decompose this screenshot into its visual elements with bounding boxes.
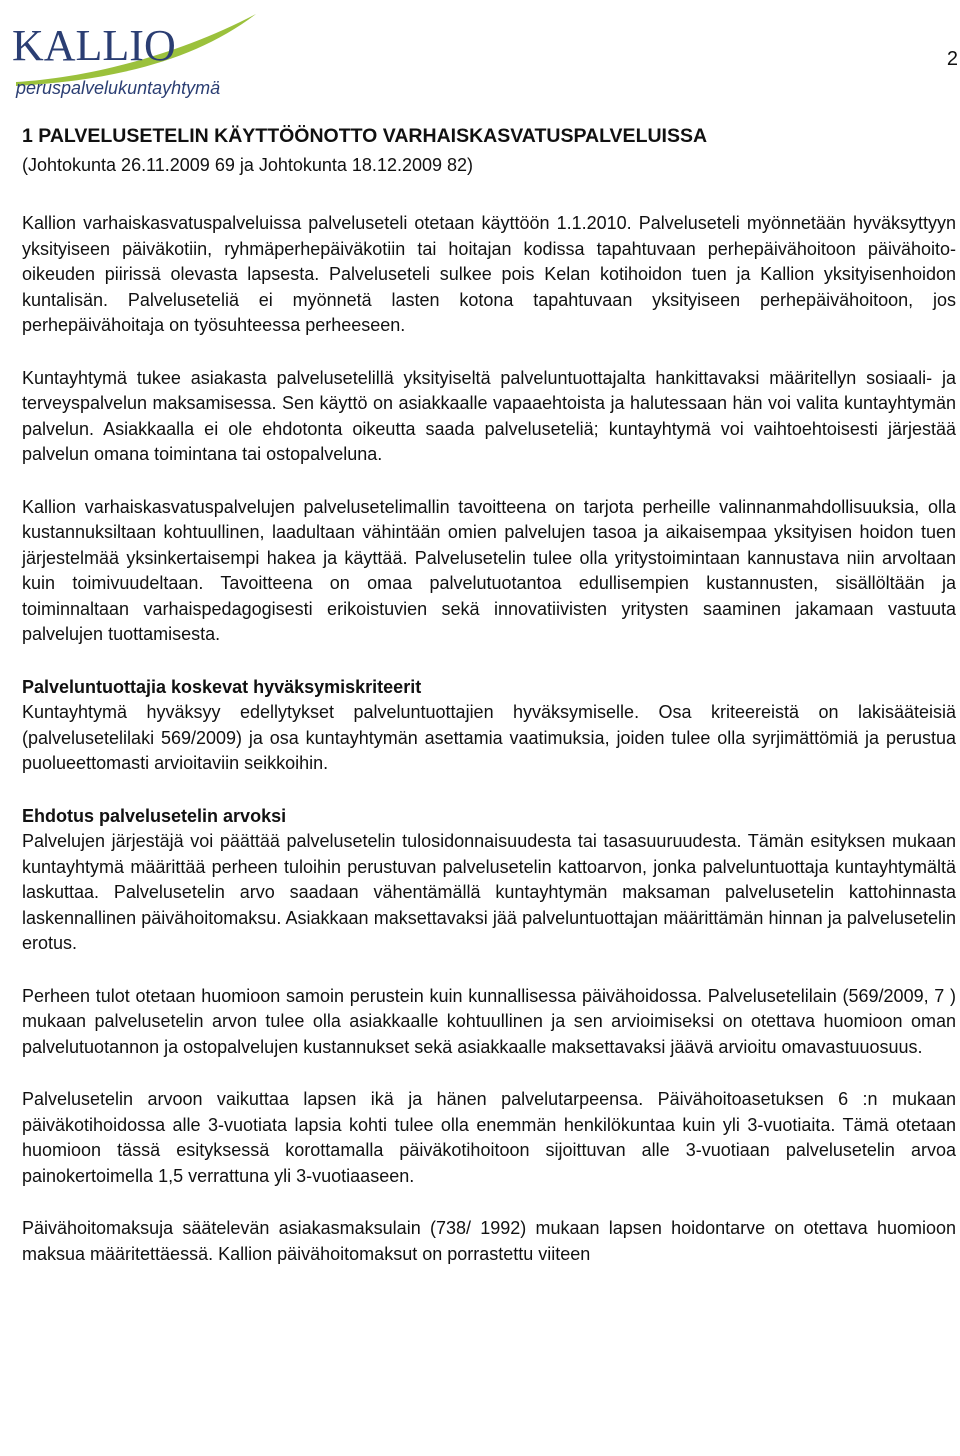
paragraph-fees: Päivähoitomaksuja säätelevän asiakasmaksulain (738/ 1992) mukaan lapsen hoidontarve on otettava huomioon maksua määritettäessä. Kallion päivähoitomaksut on porrastettu viiteen: [22, 1218, 956, 1264]
kallio-logo-graphic: [6, 8, 268, 98]
logo-name: KALLIO: [12, 21, 176, 70]
paragraph-intro: Kallion varhaiskasvatuspalveluissa palveluseteli otetaan käyttöön 1.1.2010. Palveluseteli myönnetään hyväksyttyyn yksityiseen päiväkotiin, ryhmäperhepäiväkotiin tai hoitajan kodissa tapahtuvaan perhepäivähoitoon päivähoito-oikeuden piirissä olevasta lapsesta. Palveluseteli sulkee pois Kelan kotihoidon tuen ja Kallion yksityisenhoidon kuntalisän. Palveluseteliä ei myönnetä lasten kotona tapahtuvaan yksityiseen perhepäivähoitoon, jos perhepäivähoitaja on työsuhteessa perheeseen.: [22, 213, 956, 335]
paragraph-support: Kuntayhtymä tukee asiakasta palvelusetelillä yksityiseltä palveluntuottajalta hankittavaksi määritellyn sosiaali- ja terveyspalvelun maksamisessa. Sen käyttö on asiakkaalle vapaaehtoista ja halutessaan hän voi valita kuntayhtymän palvelun. Asiakkaalla ei ole ehdotonta oikeutta saada palveluseteliä; kuntayhtymä voi vaihtoehtoisesti järjestää palvelun omana toimintana tai ostopalveluna.: [22, 367, 956, 464]
section-title-criteria: Palveluntuottajia koskevat hyväksymiskriteerit: [22, 676, 422, 697]
section-text-criteria: Kuntayhtymä hyväksyy edellytykset palveluntuottajien hyväksymiselle. Osa kriteereistä on lakisääteisiä (palvelusetelilaki 569/2009) ja osa kuntayhtymän asettamia vaatimuksia, joiden tulee olla syrjimättömiä ja perustua puolueettomasti arvioitaviin seikkoihin.: [22, 702, 956, 773]
kallio-logo: [6, 8, 268, 98]
paragraph-age: Palvelusetelin arvoon vaikuttaa lapsen ikä ja hänen palvelutarpeensa. Päivähoitoasetuksen 6 :n mukaan päiväkotihoidossa alle 3-vuotiata lapsia kohti tulee olla enemmän henkilökuntaa kuin yli 3-vuotiaita. Tämä otetaan huomioon tässä esityksessä korottamalla päiväkotihoitoon sijoittuvan alle 3-vuotiaan palvelusetelin arvoa painokertoimella 1,5 verrattuna yli 3-vuotiaaseen.: [22, 1089, 956, 1186]
section-text-value: Palvelujen järjestäjä voi päättää palvelusetelin tulosidonnaisuudesta tai tasasuuruudesta. Tämän esityksen mukaan kuntayhtymä määrittää perheen tuloihin perustuvan palvelusetelin kattoarvon, jonka palveluntuottaja kuntayhtymältä laskuttaa. Palvelusetelin arvo saadaan vähentämällä kuntayhtymän maksaman palvelusetelin kattohinnasta laskennallinen päivähoitomaksu. Asiakkaan maksettavaksi jää palveluntuottajan määrittämän hinnan ja palvelusetelin erotus.: [22, 831, 956, 953]
document-heading: 1 PALVELUSETELIN KÄYTTÖÖNOTTO VARHAISKASVATUSPALVELUISSA: [22, 125, 708, 147]
section-title-value: Ehdotus palvelusetelin arvoksi: [22, 805, 287, 826]
page-number: 2: [946, 48, 958, 70]
logo-subtitle: peruspalvelukuntayhtymä: [16, 78, 221, 98]
paragraph-goals: Kallion varhaiskasvatuspalvelujen palvelusetelimallin tavoitteena on tarjota perheille valinnanmahdollisuuksia, olla kustannuksiltaan kohtuullinen, laadultaan vähintään omien palvelujen tasoa ja aikaisempaa yksityisen hoidon tuen järjestelmää yksinkertaisempi hakea ja käyttää. Palvelusetelin tulee olla yritystoimintaan kannustava niin arvoltaan kuin toimivuudeltaan. Tavoitteena on omaa palvelutuotantoa edullisempien kustannusten, sisällöltään ja toiminnaltaan varhaispedagogisesti erikoistuvien sekä innovatiivisten yritysten saaminen jakamaan vastuuta palvelujen tuottamisesta.: [22, 496, 956, 644]
paragraph-income: Perheen tulot otetaan huomioon samoin perustein kuin kunnallisessa päivähoidossa. Palvelusetelilain (569/2009, 7 ) mukaan palvelusetelin arvon tulee olla asiakkaalle kohtuullinen ja sen arvioimiseksi on otettava huomioon oman palvelutuotannon ja ostopalvelujen kustannukset sekä asiakkaalle maksettavaksi jäävä arvioitu omavastuuosuus.: [22, 985, 956, 1057]
document-heading-subtitle: (Johtokunta 26.11.2009 69 ja Johtokunta 18.12.2009 82): [22, 155, 474, 175]
document-body: [22, 121, 956, 1294]
